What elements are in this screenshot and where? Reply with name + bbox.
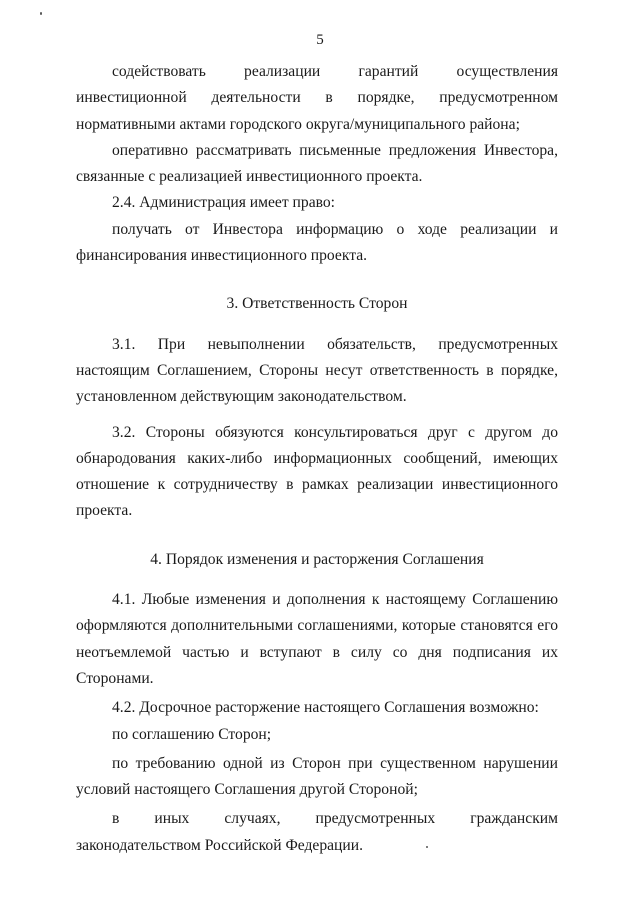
scan-speck	[40, 12, 42, 15]
paragraph-4-1: 4.1. Любые изменения и дополнения к настоящему Соглашению оформляются дополнительными соглашениями, которые становятся его неотъемлемой частью и вступают в силу со дня подписания их Сторонами.	[76, 591, 558, 687]
paragraph-4-2: 4.2. Досрочное расторжение настоящего Соглашения возможно:	[112, 699, 539, 717]
paragraph-3-1: 3.1. При невыполнении обязательств, предусмотренных настоящим Соглашением, Стороны несут ответственность в порядке, установленном действующим законодательством.	[76, 335, 558, 406]
paragraph-admin-rights: 2.4. Администрация имеет право:	[112, 194, 336, 212]
paragraph-by-agreement: по соглашению Сторон;	[112, 725, 272, 743]
paragraph-proposals: оперативно рассматривать письменные предложения Инвестора, связанные с реализацией инвестиционного проекта.	[76, 141, 558, 186]
paragraph-3-2: 3.2. Стороны обязуются консультироваться друг с другом до обнародования каких-либо информационных сообщений, имеющих отношение к сотрудничеству в рамках реализации инвестиционного проекта.	[76, 423, 558, 520]
page-number: 5	[316, 32, 324, 48]
paragraph-receive-info: получать от Инвестора информацию о ходе реализации и финансирования инвестиционного проекта.	[76, 220, 558, 265]
section-heading-responsibility: 3. Ответственность Сторон	[226, 295, 408, 313]
paragraph-other-cases: в иных случаях, предусмотренных гражданским законодательством Российской Федерации.	[76, 810, 558, 854]
section-heading-amendment: 4. Порядок изменения и расторжения Соглашения	[150, 550, 484, 568]
document-body	[76, 59, 558, 859]
paragraph-guarantees: содействовать реализации гарантий осуществления инвестиционной деятельности в порядке, предусмотренном нормативными актами городского округа/муниципального района;	[76, 63, 558, 133]
paragraph-by-demand: по требованию одной из Сторон при существенном нарушении условий настоящего Соглашения другой Стороной;	[76, 754, 558, 799]
